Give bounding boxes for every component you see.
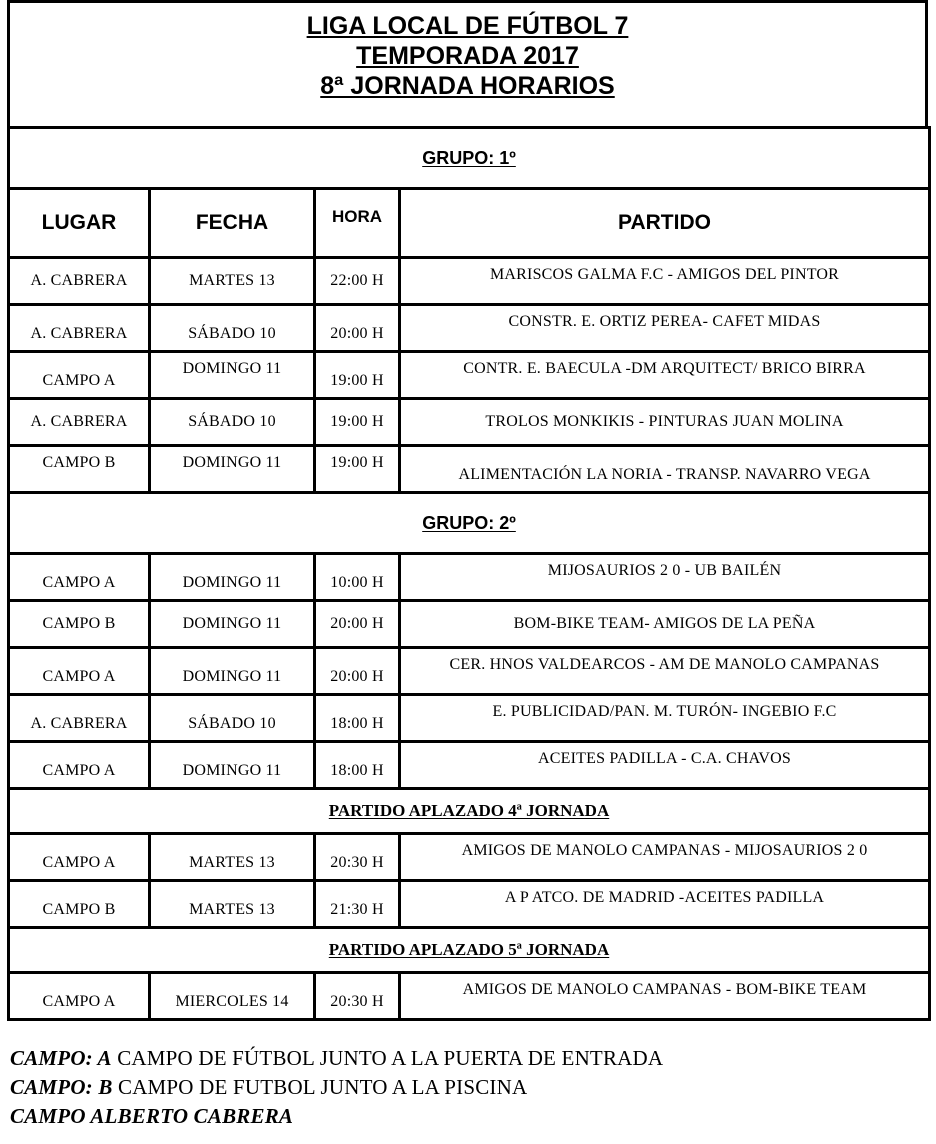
title-line-3: 8ª JORNADA HORARIOS	[320, 72, 615, 100]
column-header-partido-label: PARTIDO	[618, 211, 711, 234]
note-campo-a	[10, 1044, 910, 1073]
cell-hora: 19:00 H	[315, 399, 400, 446]
column-header-hora	[315, 189, 400, 258]
cell-partido	[400, 554, 930, 601]
cell-fecha-text: MIERCOLES 14	[175, 993, 289, 1010]
note-campo-a-key: CAMPO: A	[10, 1046, 112, 1070]
cell-hora-text: 20:30 H	[330, 993, 384, 1010]
cell-lugar	[9, 881, 150, 928]
table-row	[9, 742, 930, 789]
cell-fecha-text: MARTES 13	[189, 854, 275, 871]
cell-hora-text: 21:30 H	[330, 901, 384, 918]
cell-lugar	[9, 742, 150, 789]
column-header-row	[9, 189, 930, 258]
cell-hora-text: 10:00 H	[330, 574, 384, 591]
cell-fecha-text: DOMINGO 11	[182, 668, 282, 685]
cell-lugar-text: A. CABRERA	[30, 715, 128, 732]
cell-hora	[315, 305, 400, 352]
group-banner-1	[9, 128, 930, 189]
group-1-label: GRUPO: 1º	[422, 147, 516, 168]
cell-partido	[400, 446, 930, 493]
cell-hora-text: 19:00 H	[330, 372, 384, 389]
cell-lugar-text: CAMPO A	[42, 574, 116, 591]
cell-partido-text: E. PUBLICIDAD/PAN. M. TURÓN- INGEBIO F.C	[492, 703, 837, 720]
table-row	[9, 834, 930, 881]
column-header-hora-label: HORA	[331, 207, 383, 226]
cell-partido	[400, 881, 930, 928]
schedule-table	[7, 126, 931, 1021]
cell-lugar	[9, 834, 150, 881]
cell-lugar	[9, 305, 150, 352]
cell-lugar	[9, 695, 150, 742]
group-banner-cell	[9, 128, 930, 189]
cell-partido: TROLOS MONKIKIS - PINTURAS JUAN MOLINA	[400, 399, 930, 446]
cell-hora	[315, 695, 400, 742]
cell-fecha	[150, 973, 315, 1020]
cell-hora	[315, 742, 400, 789]
cell-partido	[400, 695, 930, 742]
cell-partido-text: CONSTR. E. ORTIZ PEREA- CAFET MIDAS	[508, 313, 821, 330]
column-header-lugar	[9, 189, 150, 258]
column-header-fecha	[150, 189, 315, 258]
cell-partido-text: MIJOSAURIOS 2 0 - UB BAILÉN	[547, 562, 782, 579]
aplazado-5-label: PARTIDO APLAZADO 5ª JORNADA	[328, 940, 610, 959]
cell-partido-text: AMIGOS DE MANOLO CAMPANAS - BOM-BIKE TEAM	[462, 981, 867, 998]
note-campo-a-text: CAMPO DE FÚTBOL JUNTO A LA PUERTA DE ENTRADA	[111, 1046, 664, 1070]
cell-partido-text: CONTR. E. BAECULA -DM ARQUITECT/ BRICO BIRRA	[463, 360, 866, 377]
cell-fecha	[150, 305, 315, 352]
note-campo-b	[10, 1073, 910, 1102]
note-campo-b-text: CAMPO DE FUTBOL JUNTO A LA PISCINA	[112, 1075, 528, 1099]
cell-lugar-text: CAMPO A	[42, 372, 116, 389]
cell-lugar: A. CABRERA	[9, 399, 150, 446]
group-2-label: GRUPO: 2º	[422, 512, 516, 533]
cell-hora-text: 20:30 H	[330, 854, 384, 871]
column-header-lugar-label: LUGAR	[41, 211, 117, 234]
cell-partido: BOM-BIKE TEAM- AMIGOS DE LA PEÑA	[400, 601, 930, 648]
cell-lugar-text: CAMPO B	[42, 454, 116, 471]
cell-lugar-text: CAMPO A	[42, 854, 116, 871]
cell-lugar-text: CAMPO B	[42, 901, 116, 918]
cell-fecha-text: MARTES 13	[189, 901, 275, 918]
cell-lugar-text: CAMPO A	[42, 762, 116, 779]
cell-fecha-text: DOMINGO 11	[182, 360, 282, 377]
cell-partido-text: MARISCOS GALMA F.C - AMIGOS DEL PINTOR	[489, 266, 840, 283]
cell-partido	[400, 834, 930, 881]
cell-partido	[400, 305, 930, 352]
table-row	[9, 352, 930, 399]
cell-fecha-text: DOMINGO 11	[182, 574, 282, 591]
cell-partido	[400, 352, 930, 399]
cell-hora-text: 18:00 H	[330, 762, 384, 779]
column-header-fecha-label: FECHA	[195, 211, 269, 234]
note-campo-b-key: CAMPO: B	[10, 1075, 113, 1099]
table-row	[9, 881, 930, 928]
cell-lugar	[9, 554, 150, 601]
table-row	[9, 258, 930, 305]
table-row	[9, 973, 930, 1020]
group-banner-cell	[9, 493, 930, 554]
cell-lugar	[9, 973, 150, 1020]
title-line-2: TEMPORADA 2017	[356, 42, 579, 70]
cell-fecha: MARTES 13	[150, 258, 315, 305]
table-row	[9, 648, 930, 695]
cell-lugar: CAMPO B	[9, 601, 150, 648]
column-header-partido	[400, 189, 930, 258]
cell-hora	[315, 648, 400, 695]
table-row	[9, 399, 930, 446]
cell-lugar	[9, 648, 150, 695]
cell-partido	[400, 258, 930, 305]
cell-lugar: A. CABRERA	[9, 258, 150, 305]
cell-fecha	[150, 881, 315, 928]
cell-lugar-text: CAMPO A	[42, 993, 116, 1010]
group-banner-2	[9, 493, 930, 554]
cell-hora	[315, 446, 400, 493]
footer-notes	[10, 1044, 910, 1131]
table-row	[9, 446, 930, 493]
cell-lugar-text: A. CABRERA	[30, 325, 128, 342]
aplazado-banner-4	[9, 789, 930, 834]
title-line-1: LIGA LOCAL DE FÚTBOL 7	[306, 12, 629, 40]
aplazado-banner-cell	[9, 789, 930, 834]
cell-partido	[400, 648, 930, 695]
cell-partido-text: ACEITES PADILLA - C.A. CHAVOS	[538, 750, 791, 767]
cell-fecha	[150, 695, 315, 742]
aplazado-banner-5	[9, 928, 930, 973]
table-row	[9, 554, 930, 601]
cell-fecha	[150, 742, 315, 789]
cell-lugar	[9, 352, 150, 399]
aplazado-4-label: PARTIDO APLAZADO 4ª JORNADA	[328, 801, 610, 820]
cell-lugar-text: CAMPO A	[42, 668, 116, 685]
cell-fecha-text: SÁBADO 10	[188, 325, 276, 342]
cell-partido-text: ALIMENTACIÓN LA NORIA - TRANSP. NAVARRO VEGA	[458, 466, 871, 483]
table-row	[9, 601, 930, 648]
cell-hora	[315, 973, 400, 1020]
cell-fecha-text: DOMINGO 11	[182, 762, 282, 779]
cell-lugar	[9, 446, 150, 493]
cell-hora-text: 19:00 H	[330, 454, 384, 471]
table-row	[9, 305, 930, 352]
cell-fecha	[150, 834, 315, 881]
cell-hora	[315, 834, 400, 881]
cell-hora-text: 20:00 H	[330, 668, 384, 685]
cell-hora	[315, 881, 400, 928]
cell-hora: 20:00 H	[315, 601, 400, 648]
table-row	[9, 695, 930, 742]
cell-partido-text: AMIGOS DE MANOLO CAMPANAS - MIJOSAURIOS 2 0	[461, 842, 868, 859]
aplazado-banner-cell	[9, 928, 930, 973]
cell-partido	[400, 742, 930, 789]
cell-partido	[400, 973, 930, 1020]
cell-fecha: SÁBADO 10	[150, 399, 315, 446]
cell-fecha	[150, 648, 315, 695]
cell-hora: 22:00 H	[315, 258, 400, 305]
cell-fecha	[150, 554, 315, 601]
cell-partido-text: A P ATCO. DE MADRID -ACEITES PADILLA	[504, 889, 825, 906]
cell-fecha-text: SÁBADO 10	[188, 715, 276, 732]
title-block	[7, 0, 928, 126]
cell-hora-text: 20:00 H	[330, 325, 384, 342]
cell-fecha	[150, 352, 315, 399]
cell-hora	[315, 554, 400, 601]
cell-fecha-text: DOMINGO 11	[182, 454, 282, 471]
cell-fecha: DOMINGO 11	[150, 601, 315, 648]
note-campo-alberto-cabrera: CAMPO ALBERTO CABRERA	[10, 1104, 294, 1128]
cell-partido-text: CER. HNOS VALDEARCOS - AM DE MANOLO CAMPANAS	[449, 656, 880, 673]
cell-hora-text: 18:00 H	[330, 715, 384, 732]
cell-hora	[315, 352, 400, 399]
cell-fecha	[150, 446, 315, 493]
